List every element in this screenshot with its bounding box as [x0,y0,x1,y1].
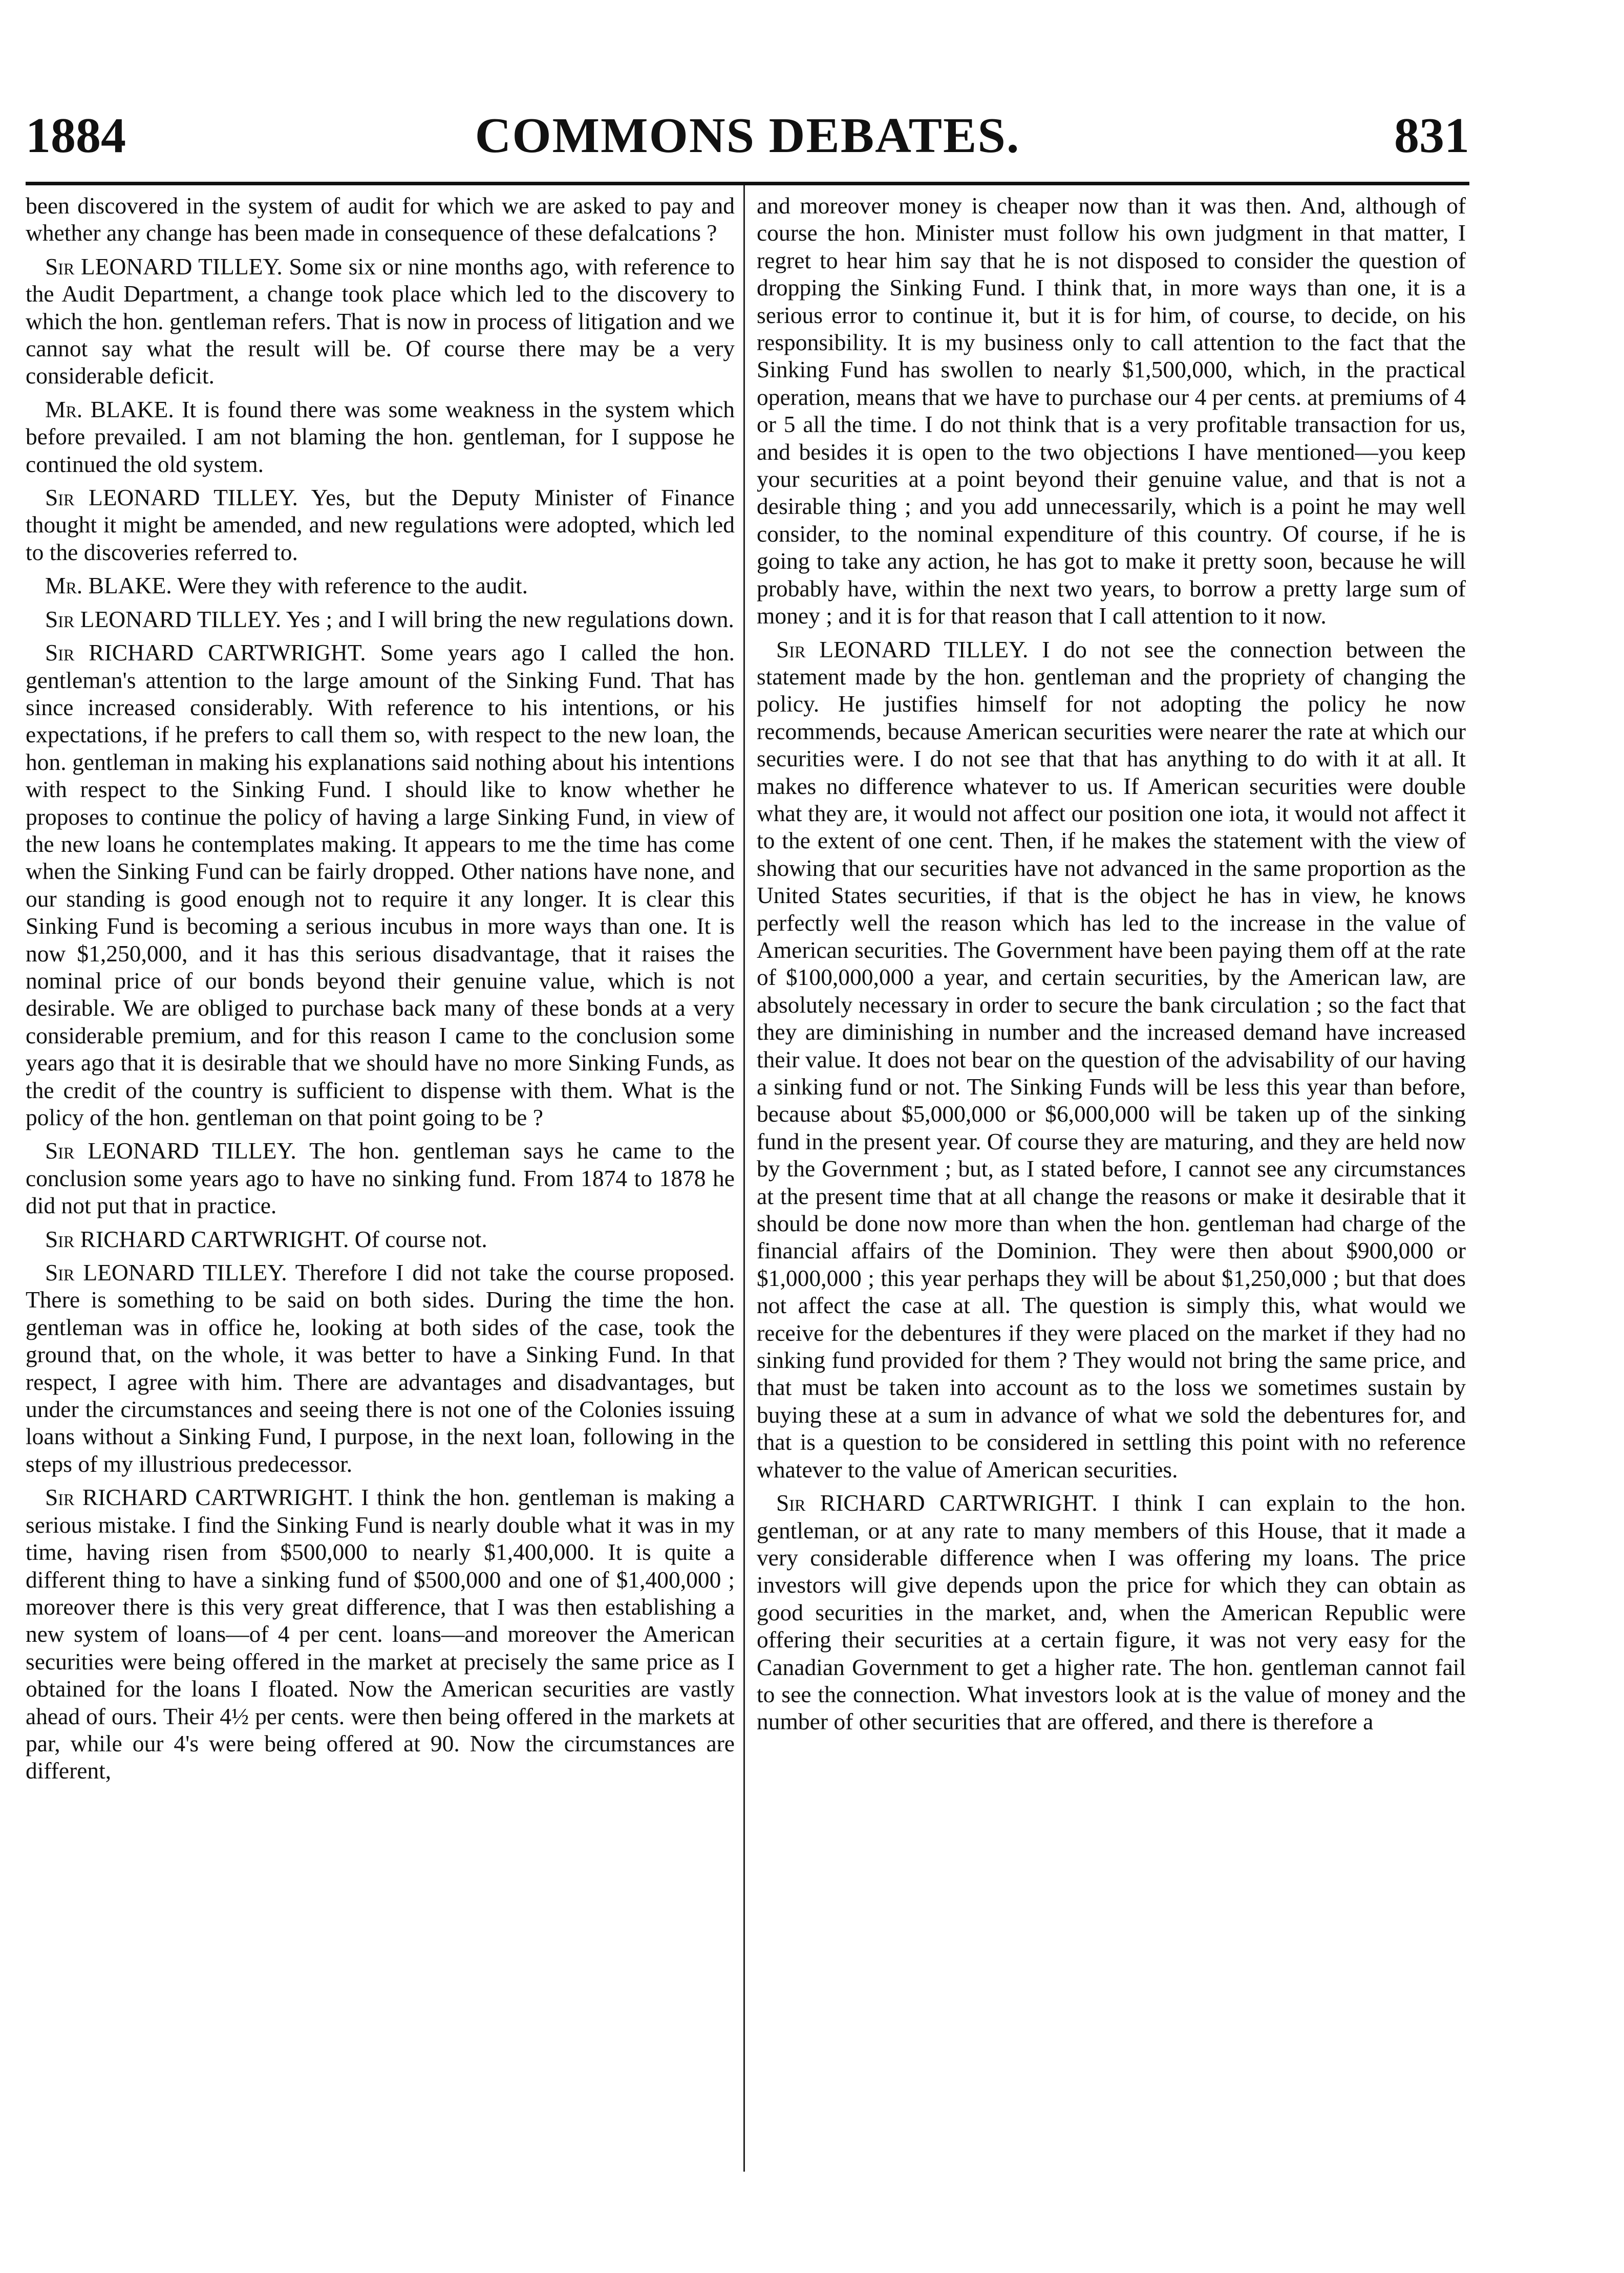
paragraph [757,636,1466,1484]
paragraph-text: Were they with reference to the audit. [177,572,528,599]
speaker-name: Sir RICHARD CARTWRIGHT. [776,1490,1098,1516]
paragraph-text: The hon. gentleman says he came to the conclusion some years ago to have no sinking fund. From 1874 to 1878 he did not put that in practice. [26,1138,735,1219]
paragraph [26,484,735,566]
paragraph [26,253,735,390]
speaker-name: Sir RICHARD CARTWRIGHT. [45,1226,349,1252]
paragraph [757,192,1466,630]
speaker-name: Sir RICHARD CARTWRIGHT. [45,1484,353,1511]
publication-title: COMMONS DEBATES. [475,108,1020,163]
speaker-name: Sir LEONARD TILLEY. [45,253,283,280]
paragraph [26,1259,735,1477]
paragraph [26,1137,735,1219]
paragraph [757,1489,1466,1735]
right-column [757,192,1466,2173]
paragraph-text: Therefore I did not take the course proposed. There is something to be said on both sides. During the time the hon. gentleman was in office he, looking at both sides of the case, took the ground that, on the whole, it was better to have a Sinking Fund. In that respect, I agree with him. There are advantages and disadvantages, but under the circumstances and seeing there is not one of the Colonies issuing loans without a Sinking Fund, I purpose, in the next loan, following in the steps of my illustrious predecessor. [26,1259,735,1477]
speaker-name: Sir LEONARD TILLEY. [45,1138,296,1164]
paragraph-text: I do not see the connection between the statement made by the hon. gentleman and the propriety of changing the policy. He justifies himself for not adopting the policy he now recommends, because American securities were nearer the rate at which our securities were. I do not see that that has anything to do with it at all. It makes no difference whatever to us. If American securities were double what they are, it would not affect our position one iota, it would not affect it to the extent of one cent. Then, if he makes the statement with the view of showing that our securities have not advanced in the same proportion as the United States securities, if that is the object he has in view, he knows perfectly well the reason which has led to the increase in the value of American securities. The Government have been paying them off at the rate of $100,000,000 a year, and certain securities, by the American law, are absolutely necessary in order to secure the bank circulation ; so the fact that they are diminishing in number and the increased demand have increased their value. It does not bear on the question of the advisability of our having a sinking fund or not. The Sinking Funds will be less this year than before, because about $5,000,000 or $6,000,000 will be taken up of the sinking fund in the present year. Of course they are maturing, and they are held now by the Government ; but, as I stated before, I cannot see any circumstances at the present time that at all change the reasons or make it desirable that it should be done now more than when the hon. gentleman had charge of the financial affairs of the Dominion. They were then about $900,000 or $1,000,000 ; this year perhaps they will be about $1,250,000 ; but that does not affect the case at all. The question is simply this, what would we receive for the debentures if they were placed on the market if they had no sinking fund provided for them ? They would not bring the same price, and that must be taken into account as to the loss we sometimes sustain by buying these at a sum in advance of what we sold the debentures for, and that is a question to be considered in settling this point with no reference whatever to the value of American securities. [757,636,1466,1483]
paragraph [26,192,735,247]
page-header [26,100,1469,171]
paragraph-text: It is found there was some weakness in the system which before prevailed. I am not blaming the hon. gentleman, for I suppose he continued the old system. [26,396,735,477]
speaker-name: Sir RICHARD CARTWRIGHT. [45,639,366,666]
paragraph-text: I think I can explain to the hon. gentleman, or at any rate to many members of this House, that it made a very considerable difference when I was offering my loans. The price investors will give depends upon the price for which they can obtain as good securities in the market, and, when the American Republic were offering their securities at a certain figure, it was not very easy for the Canadian Government to get a higher rate. The hon. gentleman cannot fail to see the connection. What investors look at is the value of money and the number of other securities that are offered, and there is therefore a [757,1490,1466,1735]
header-year: 1884 [26,108,126,163]
paragraph-text: Yes ; and I will bring the new regulations down. [286,606,734,632]
paragraph-text: Yes, but the Deputy Minister of Finance thought it might be amended, and new regulations were adopted, which led to the discoveries referred to. [26,484,735,565]
speaker-name: Sir LEONARD TILLEY. [45,606,282,632]
speaker-name: Sir LEONARD TILLEY. [776,636,1029,662]
paragraph-text: Some years ago I called the hon. gentleman's attention to the large amount of the Sinking Fund. That has since increased considerably. With reference to his intentions, or his expectations, if he prefers to call them so, with respect to the new loan, the hon. gentleman in making his explanations said nothing about his intentions with respect to the Sinking Fund. I should like to know whether he proposes to continue the policy of having a large Sinking Fund, in view of the new loans he contemplates making. It appears to me the time has come when the Sinking Fund can be fairly dropped. Other nations have none, and our standing is good enough not to require it any longer. It is clear this Sinking Fund is becoming a serious incubus in more ways than one. It is now $1,250,000, and it has this serious disadvantage, that it raises the nominal price of our bonds beyond their genuine value, which is not desirable. We are obliged to purchase back many of these bonds at a very considerable premium, and for this reason I came to the conclusion some years ago that it is desirable that we should have no more Sinking Funds, as the credit of the country is sufficient to dispense with them. What is the policy of the hon. gentleman on that point going to be ? [26,639,735,1130]
speaker-name: Mr. BLAKE. [45,572,172,599]
paragraph [26,396,735,478]
paragraph [26,1484,735,1784]
paragraph-text: Some six or nine months ago, with reference to the Audit Department, a change took place which led to the discovery to which the hon. gentleman refers. That is now in process of litigation and we cannot say what the result will be. Of course there may be a very considerable deficit. [26,253,735,389]
speaker-name: Sir LEONARD TILLEY. [45,1259,287,1286]
speaker-name: Mr. BLAKE. [45,396,174,422]
paragraph [26,606,735,633]
paragraph-text: Of course not. [354,1226,487,1252]
paragraph [26,1226,735,1253]
paragraph-text: and moreover money is cheaper now than it was then. And, although of course the hon. Minister must follow his own judgment in that matter, I regret to hear him say that he is not disposed to consider the question of dropping the Sinking Fund. I think that, in more ways than one, it is a serious error to continue it, but it is for him, of course, to decide, on his responsibility. It is my business only to call attention to the fact that the Sinking Fund has swollen to nearly $1,500,000, which, in the practical operation, means that we have to purchase our 4 per cents. at premiums of 4 or 5 all the time. I do not think that is a very profitable transaction for us, and besides it is open to the two objections I have mentioned—you keep your securities at a point beyond their genuine value, and that is not a desirable thing ; and you add unnecessarily, which is a point he may well consider, to the nominal expenditure of this country. Of course, if he is going to take any action, he has got to make it pretty soon, because he will probably have, within the next two years, to borrow a pretty large sum of money ; and it is for that reason that I call attention to it now. [757,192,1466,629]
left-column [26,192,735,2173]
paragraph-text: been discovered in the system of audit for which we are asked to pay and whether any change has been made in consequence of these defalcations ? [26,192,735,246]
speaker-name: Sir LEONARD TILLEY. [45,484,298,511]
paragraph-text: I think the hon. gentleman is making a serious mistake. I find the Sinking Fund is nearly double what it was in my time, having risen from $500,000 to nearly $1,400,000. It is quite a different thing to have a sinking fund of $500,000 and one of $1,400,000 ; moreover there is this very great difference, that I was then establishing a new system of loans—of 4 per cent. loans—and moreover the American securities were being offered in the market at precisely the same price as I obtained for the loans I floated. Now the American securities are vastly ahead of ours. Their 4½ per cents. were then being offered in the markets at par, while our 4's were being offered at 90. Now the circumstances are different, [26,1484,735,1784]
paragraph [26,572,735,599]
page-number: 831 [1394,108,1469,163]
column-divider [743,185,745,2172]
header-rule [26,182,1469,185]
paragraph [26,639,735,1131]
